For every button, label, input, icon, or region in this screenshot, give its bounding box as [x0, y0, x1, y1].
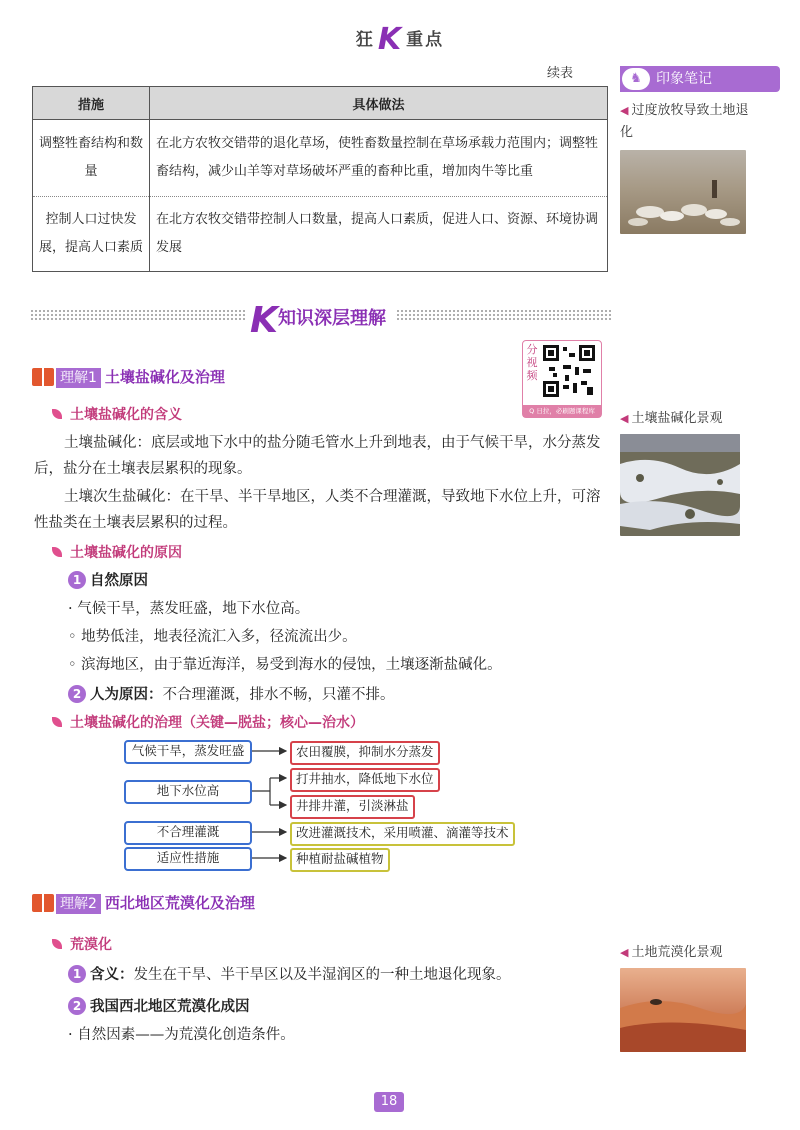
natural-causes-heading: 1 自然原因 [68, 568, 148, 594]
table-cell-practice: 在北方农牧交错带的退化草场，使牲畜数量控制在草场承载力范围内；调整牲畜结构，减少山羊等对草场破坏严重的畜种比重，增加肉牛等比重 [150, 120, 608, 197]
understanding-title: 土壤盐碱化及治理 [104, 368, 225, 386]
subhead-governance: 土壤盐碱化的治理（关键—脱盐；核心—治水） [52, 712, 364, 732]
number-badge: 2 [68, 997, 86, 1015]
table-header-measure: 措施 [33, 87, 150, 120]
caption-salinization: ◀ 土壤盐碱化景观 [620, 411, 723, 426]
k-logo: K [250, 300, 278, 341]
qr-side-text: 分视频 [526, 343, 538, 382]
measure-box: 井排井灌，引淡淋盐 [290, 795, 415, 819]
subhead-meaning: 土壤盐碱化的含义 [52, 404, 182, 424]
number-badge: 1 [68, 965, 86, 983]
note-badge-label: 印象笔记 [656, 71, 712, 87]
measure-box: 打井抽水，降低地下水位 [290, 768, 440, 792]
cause-box: 地下水位高 [124, 780, 252, 804]
triangle-icon: ◀ [620, 104, 629, 117]
caption-desertification: ◀ 土地荒漠化景观 [620, 945, 723, 960]
header-left: 狂 [355, 30, 375, 50]
triangle-icon: ◀ [620, 412, 629, 425]
natural-cause-item: ◦ 滨海地区，由于靠近海洋，易受到海水的侵蚀，土壤逐渐盐碱化。 [68, 657, 502, 673]
natural-cause-item: · 气候干旱，蒸发旺盛，地下水位高。 [68, 601, 310, 617]
desertification-definition: 1 含义：发生在干旱、半干旱区以及半湿润区的一种土地退化现象。 [68, 962, 608, 988]
triangle-icon: ◀ [620, 946, 629, 959]
understanding-2-heading [32, 892, 255, 914]
measure-box: 改进灌溉技术，采用喷灌、滴灌等技术 [290, 822, 515, 846]
desertification-causes-heading: 2 我国西北地区荒漠化成因 [68, 994, 608, 1020]
header-k-logo: K [377, 22, 404, 57]
caption-grazing: ◀ 过度放牧导致土地退化 [620, 103, 749, 140]
elephant-icon: ♞ [622, 68, 650, 90]
subhead-desertification: 荒漠化 [52, 934, 112, 954]
qr-footer-text: Q 日拉，必刷题课程库 [523, 405, 601, 417]
measure-box: 农田覆膜，抑制水分蒸发 [290, 741, 440, 765]
cause-box: 适应性措施 [124, 847, 252, 871]
understanding-title: 西北地区荒漠化及治理 [104, 894, 255, 912]
paragraph-salinization: 土壤盐碱化：底层或地下水中的盐分随毛管水上升到地表，由于气候干旱，水分蒸发后，盐分在土壤表层累积的现象。 [34, 435, 601, 477]
number-badge: 1 [68, 571, 86, 589]
desertification-cause-item: · 自然因素——为荒漠化创造条件。 [68, 1027, 295, 1043]
table-cell-measure: 控制人口过快发展，提高人口素质 [33, 197, 150, 272]
cause-box: 不合理灌溉 [124, 821, 252, 845]
measure-box: 种植耐盐碱植物 [290, 848, 390, 872]
table-header-practice: 具体做法 [150, 87, 608, 120]
book-icon [32, 894, 54, 912]
table-cell-practice: 在北方农牧交错带控制人口数量，提高人口素质，促进人口、资源、环境协调发展 [150, 197, 608, 272]
leaf-icon [52, 939, 62, 949]
human-causes: 2 人为原因：不合理灌溉，排水不畅，只灌不排。 [68, 682, 608, 708]
banner-title-text: 知识深层理解 [277, 308, 386, 329]
table-cell-measure: 调整牲畜结构和数量 [33, 120, 150, 197]
paragraph-secondary-salinization: 土壤次生盐碱化：在干旱、半干旱地区，人类不合理灌溉，导致地下水位上升，可溶性盐类在土壤表层累积的过程。 [34, 489, 601, 531]
understanding-tag: 理解2 [56, 894, 101, 914]
header-right: 重点 [406, 30, 445, 50]
subhead-causes: 土壤盐碱化的原因 [52, 542, 182, 562]
understanding-tag: 理解1 [56, 368, 101, 388]
cause-box: 气候干旱，蒸发旺盛 [124, 740, 252, 764]
page-number: 18 [374, 1092, 404, 1112]
continued-label: 续表 [547, 66, 574, 81]
number-badge: 2 [68, 685, 86, 703]
natural-cause-item: ◦ 地势低洼，地表径流汇入多，径流流出少。 [68, 629, 357, 645]
